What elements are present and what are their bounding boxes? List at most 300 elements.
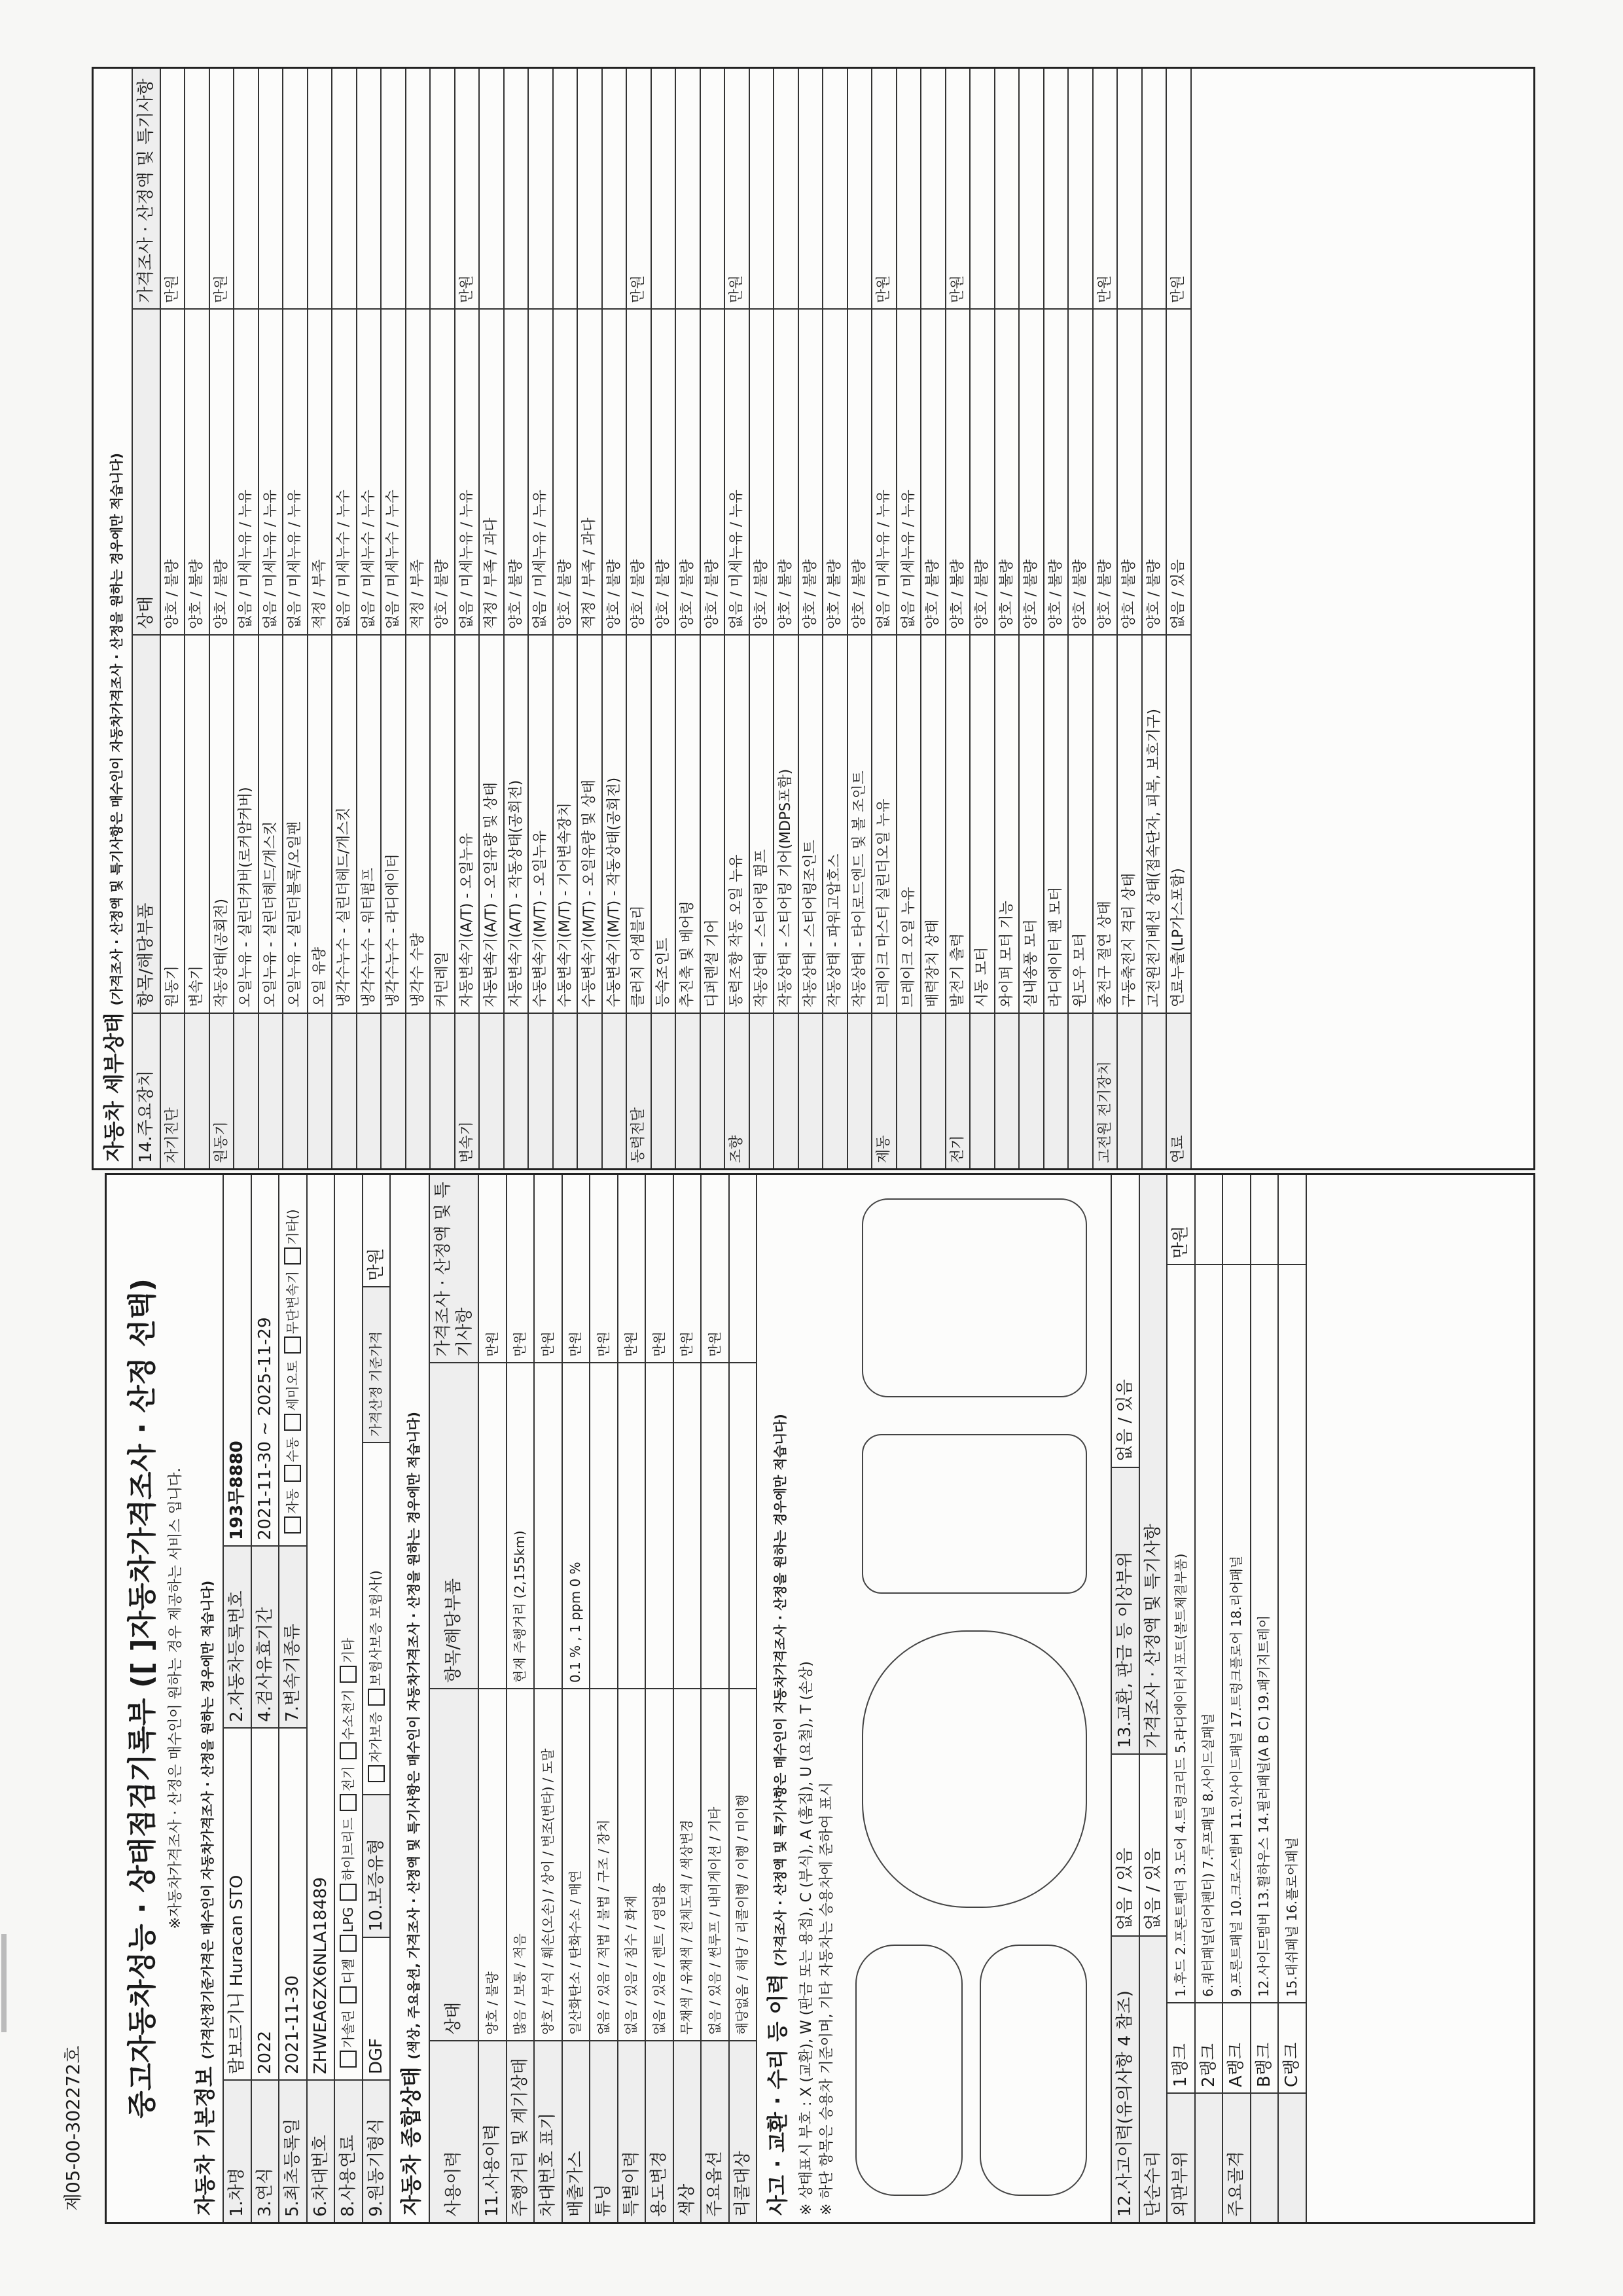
detail-amount: 만원: [728, 275, 745, 303]
summary-item: [618, 1362, 645, 1688]
detail-row: [995, 69, 1020, 1168]
detail-item: 실내송풍 모터: [1020, 634, 1043, 1013]
detail-amount: [1044, 69, 1068, 308]
detail-item: 디퍼렌셜 기어: [701, 634, 724, 1013]
detail-group: 조향: [725, 1013, 749, 1168]
detail-state: 적정 / 부족 / 과다: [480, 308, 503, 634]
detail-state: 양호 / 불량: [603, 308, 626, 634]
summary-row: [563, 1175, 591, 2222]
detail-amount: [259, 69, 283, 308]
detail-amount: [578, 69, 601, 308]
detail-item: 작동상태 - 파워고압호스: [823, 634, 847, 1013]
detail-state: 적정 / 부족 / 과다: [578, 308, 601, 634]
inspection-period: 2021-11-30 ~ 2025-11-29: [255, 1317, 275, 1540]
vin: ZHWEA6ZX6NLA18489: [310, 1876, 330, 2074]
summary-amount: 만원: [539, 1331, 556, 1357]
car-side-right-diagram: [980, 1945, 1087, 2196]
fuel-label: 전기: [340, 1766, 356, 1792]
summary-table: [429, 1175, 757, 2222]
detail-group: [750, 1013, 774, 1168]
detail-amount: [701, 69, 724, 308]
detail-row: [161, 69, 186, 1168]
detail-group: [774, 1013, 798, 1168]
first-registration: 2021-11-30: [279, 1727, 306, 2079]
detail-amount: [185, 69, 209, 308]
summary-row: [535, 1175, 563, 2222]
accident-heading: 사고 · 교환 · 수리 등 이력 (가격조사 · 산정액 및 특기사항은 매수인이 자동차가격조사 · 산정을 원하는 경우에만 적습니다): [765, 1414, 790, 2215]
detail-row: [774, 69, 799, 1168]
summary-amount: 만원: [706, 1331, 722, 1357]
summary-item: [674, 1362, 701, 1688]
detail-group: 자기진단: [161, 1013, 185, 1168]
detail-state: 없음 / 미세누유 / 누유: [872, 308, 896, 634]
detail-group: 변속기: [455, 1013, 479, 1168]
detail-state: 양호 / 불량: [701, 308, 724, 634]
summary-state: 없음 / 있음 / 렌트 / 영업용: [646, 1688, 673, 2040]
detail-state: 없음 / 미세누수 / 누수: [382, 308, 405, 634]
detail-item: 냉각수누수 - 실린더헤드/개스킷: [332, 634, 356, 1013]
detail-row: [259, 69, 284, 1168]
detail-col-header: 가격조사 · 산정액 및 특기사항: [133, 69, 160, 308]
detail-state: 양호 / 불량: [505, 308, 528, 634]
detail-state: 양호 / 불량: [1143, 308, 1166, 634]
car-frame-diagram: [862, 1434, 1087, 1594]
summary-item: [590, 1362, 617, 1688]
detail-row: [1167, 69, 1192, 1168]
summary-state: 일산화탄소 / 탄화수소 / 매연: [563, 1688, 590, 2040]
detail-group: 연료: [1167, 1013, 1190, 1168]
detail-item: 브레이크 오일 누유: [897, 634, 921, 1013]
detail-row: [872, 69, 897, 1168]
car-side-left-diagram: [855, 1945, 963, 2196]
detail-state: 양호 / 불량: [161, 308, 185, 634]
fuel-checkbox[interactable]: [340, 1935, 357, 1952]
detail-item: 작동상태 - 타이로드엔드 및 볼 조인트: [848, 634, 872, 1013]
detail-amount: 만원: [164, 275, 181, 303]
detail-amount: [652, 69, 675, 308]
detail-group: [332, 1013, 356, 1168]
summary-label: 특별이력: [618, 2040, 645, 2222]
detail-item: 냉각수 수량: [406, 634, 430, 1013]
plate-number: 193무8880: [227, 1441, 247, 1540]
detail-amount: [676, 69, 700, 308]
summary-col-header: 항목/해당부품: [430, 1362, 478, 1688]
detail-row: [1020, 69, 1044, 1168]
detail-state: 없음 / 미세누유 / 누유: [529, 308, 552, 634]
fuel-checkbox[interactable]: [340, 1666, 357, 1683]
detail-state: 양호 / 불량: [946, 308, 970, 634]
detail-state: 양호 / 불량: [995, 308, 1019, 634]
fuel-label: 기타: [340, 1638, 356, 1664]
detail-state: 양호 / 불량: [774, 308, 798, 634]
detail-amount: 만원: [630, 275, 647, 303]
detail-state: 양호 / 불량: [431, 308, 454, 634]
detail-item: 추진축 및 베어링: [676, 634, 700, 1013]
fuel-label: 가솔린: [340, 2010, 356, 2048]
detail-state: 양호 / 불량: [676, 308, 700, 634]
detail-item: 작동상태 - 스티어링조인트: [799, 634, 823, 1013]
detail-group: [308, 1013, 332, 1168]
gear-checkbox[interactable]: [284, 1516, 301, 1534]
summary-item: [479, 1362, 506, 1688]
detail-item: 시동 모터: [971, 634, 994, 1013]
detail-row: [308, 69, 333, 1168]
summary-label: 주요옵션: [702, 2040, 728, 2222]
detail-item: 구동축전지 격리 상태: [1118, 634, 1141, 1013]
gear-label: 무단변속기: [284, 1270, 300, 1335]
detail-row: [455, 69, 480, 1168]
form-title: 중고자동차성능 · 상태점검기록부 ([ ]자동차가격조사 · 산정 선택): [126, 1278, 159, 2119]
detail-heading: 자동차 세부상태 (가격조사 · 산정액 및 특기사항은 매수인이 자동차가격조사 · 산정을 원하는 경우에만 적습니다): [101, 453, 126, 1162]
fuel-label: 하이브리드: [340, 1818, 356, 1881]
document-number: 제05-00-302272호: [62, 2045, 84, 2211]
detail-state: 양호 / 불량: [627, 308, 651, 634]
summary-label: 차대번호 표기: [535, 2040, 562, 2222]
detail-group: [1143, 1013, 1166, 1168]
detail-col-header: 상태: [133, 308, 160, 634]
detail-amount: [1118, 69, 1141, 308]
detail-group: [259, 1013, 283, 1168]
detail-row: [823, 69, 848, 1168]
detail-item: 작동상태(공회전): [210, 634, 234, 1013]
detail-state: 양호 / 불량: [210, 308, 234, 634]
summary-amount: [730, 1175, 757, 1362]
detail-item: 윈도우 모터: [1069, 634, 1092, 1013]
detail-row: [332, 69, 357, 1168]
detail-row: [1118, 69, 1143, 1168]
gear-checkbox[interactable]: [284, 1336, 301, 1354]
detail-amount: [554, 69, 577, 308]
summary-row: [674, 1175, 702, 2222]
fuel-label: LPG: [340, 1907, 356, 1933]
warranty-label: 보험사보증 보험사(): [368, 1570, 384, 1686]
detail-amount: [823, 69, 847, 308]
detail-state: 없음 / 미세누유 / 누유: [259, 308, 283, 634]
detail-state: 양호 / 불량: [921, 308, 945, 634]
detail-row: [431, 69, 455, 1168]
detail-state: 양호 / 불량: [799, 308, 823, 634]
detail-item: 자동변속기(A/T) - 오일누유: [455, 634, 479, 1013]
detail-item: 작동상태 - 스티어링 펌프: [750, 634, 774, 1013]
detail-item: 등속조인트: [652, 634, 675, 1013]
detail-state: 양호 / 불량: [1020, 308, 1043, 634]
summary-amount: 만원: [623, 1331, 639, 1357]
car-underbody-diagram: [862, 1198, 1087, 1397]
detail-amount: [529, 69, 552, 308]
detail-item: 발전기 출력: [946, 634, 970, 1013]
detail-amount: [332, 69, 356, 308]
detail-group: [578, 1013, 601, 1168]
detail-group: [529, 1013, 552, 1168]
detail-item: 연료누출(LP가스포함): [1167, 634, 1190, 1013]
summary-label: 리콜대상: [730, 2040, 757, 2222]
detail-group: [1069, 1013, 1092, 1168]
summary-amount: 만원: [512, 1331, 528, 1357]
detail-group: [283, 1013, 307, 1168]
detail-amount: 만원: [458, 275, 475, 303]
detail-item: 냉각수누수 - 라디에이터: [382, 634, 405, 1013]
detail-group: [406, 1013, 430, 1168]
fuel-checkbox[interactable]: [340, 1986, 357, 2003]
detail-group: 제동: [872, 1013, 896, 1168]
gear-options: [279, 1175, 306, 1545]
summary-label: 11.사용이력: [479, 2040, 506, 2222]
detail-item: 자동변속기(A/T) - 오일유량 및 상태: [480, 634, 503, 1013]
detail-state: 양호 / 불량: [971, 308, 994, 634]
summary-state: 많음 / 보통 / 적음: [507, 1688, 534, 2040]
detail-row: [971, 69, 995, 1168]
detail-row: [627, 69, 652, 1168]
fuel-options: [335, 1175, 362, 2079]
detail-state: 양호 / 불량: [652, 308, 675, 634]
summary-item: [730, 1362, 757, 1688]
detail-amount: [774, 69, 798, 308]
detail-item: 라디에이터 팬 모터: [1044, 634, 1068, 1013]
summary-item: [702, 1362, 728, 1688]
detail-item: 고전원전기배선 상태(접속단자, 피복, 보호기구): [1143, 634, 1166, 1013]
fuel-checkbox[interactable]: [340, 2051, 357, 2068]
detail-amount: [283, 69, 307, 308]
summary-row: [646, 1175, 674, 2222]
gear-checkbox[interactable]: [284, 1414, 301, 1431]
detail-state: 양호 / 불량: [185, 308, 209, 634]
detail-row: [283, 69, 308, 1168]
detail-group: [554, 1013, 577, 1168]
detail-group: [382, 1013, 405, 1168]
detail-group: [234, 1013, 258, 1168]
detail-amount: [431, 69, 454, 308]
summary-col-header: 상태: [430, 1688, 478, 2040]
detail-group: [897, 1013, 921, 1168]
detail-amount: [357, 69, 381, 308]
summary-row: [507, 1175, 535, 2222]
detail-amount: [799, 69, 823, 308]
detail-row: [529, 69, 554, 1168]
detail-item: 동력조향 작동 오일 누유: [725, 634, 749, 1013]
detail-item: 수동변속기(M/T) - 기어변속장치: [554, 634, 577, 1013]
detail-item: 수동변속기(M/T) - 작동상태(공회전): [603, 634, 626, 1013]
detail-amount: [848, 69, 872, 308]
detail-state: 없음 / 미세누유 / 누유: [283, 308, 307, 634]
detail-row: [554, 69, 579, 1168]
detail-group: [357, 1013, 381, 1168]
detail-row: [1069, 69, 1094, 1168]
gear-label: 자동: [284, 1488, 300, 1514]
detail-item: 클러치 어셈블리: [627, 634, 651, 1013]
detail-group: [1020, 1013, 1043, 1168]
detail-item: 원동기: [161, 634, 185, 1013]
basic-table: 1.차명 람보르기니 Huracan STO 2.자동차등록번호 193무8880 3.연식 2022 4.검사유효기간 2021-11-30 ~ 2025-11-29 5.최초등록일 2021-11-30 7.변속기종류 자동 수동 세미오토 무단변속기 기타() 6.차대번호 ZHWEA6ZX6NLA18489 8.사용연료 가솔린 디젤 LPG 하이브리드 전기 수소전기 기타 9.원동기형식 DGF 10.보증유형 자가보증 보험사보증 보험사() 가격산정 기준가격 만원: [223, 1175, 391, 2222]
detail-state: 없음 / 미세누수 / 누수: [332, 308, 356, 634]
detail-state: 없음 / 미세누유 / 누유: [234, 308, 258, 634]
detail-amount: [505, 69, 528, 308]
detail-item: 자동변속기(A/T) - 작동상태(공회전): [505, 634, 528, 1013]
summary-row: [730, 1175, 758, 2222]
detail-item: 변속기: [185, 634, 209, 1013]
detail-item: 와이퍼 모터 기능: [995, 634, 1019, 1013]
detail-amount: 만원: [876, 275, 892, 303]
detail-row: [848, 69, 873, 1168]
warranty-checkbox[interactable]: [368, 1765, 385, 1782]
summary-amount: 만원: [595, 1331, 611, 1357]
model-year: 2022: [252, 1727, 279, 2079]
gear-checkbox[interactable]: [284, 1465, 301, 1482]
summary-label: 색상: [674, 2040, 701, 2222]
detail-amount: 만원: [949, 275, 966, 303]
detail-row: [382, 69, 406, 1168]
detail-amount: [234, 69, 258, 308]
warranty-label: 자가보증: [368, 1712, 384, 1763]
summary-state: 양호 / 부식 / 훼손(오손) / 상이 / 변조(변타) / 도말: [535, 1688, 562, 2040]
detail-amount: [603, 69, 626, 308]
detail-amount: [750, 69, 774, 308]
detail-row: [701, 69, 726, 1168]
detail-row: [897, 69, 922, 1168]
detail-table: [132, 69, 1192, 1168]
fuel-label: 수소전기: [340, 1689, 356, 1740]
summary-item: 현재 주행거리 (2,155km): [507, 1362, 534, 1688]
summary-state: 없음 / 있음 / 침수 / 화재: [618, 1688, 645, 2040]
detail-group: 고전원 전기장치: [1094, 1013, 1117, 1168]
detail-item: 오일누유 - 실린더블록/오일팬: [283, 634, 307, 1013]
accident-table: 12.사고이력(유의사항 4 참조) 없음 / 있음 13.교환, 판금 등 이상부위 없음 / 있음 단순수리 없음 / 있음 가격조사 · 산정액 및 특기사항 외판부위 1랭크 1.후드 2.프론트펜더 3.도어 4.트렁크리드 5.라디에이터서포트(볼트체결부품) 만원 2랭크 6.쿼터패널(리어펜더) 7.루프패널 8.사이드실패널 주요골격 A랭크 9.프론트패널 10.크로스멤버 11.인사이드패널 17.트렁크플로어 18.리어패널 B랭크 12.사이드멤버 13.휠하우스 14.필러패널(A B C) 19.패키지트레이 C랭크 15.대쉬패널 16.플로어패널: [1111, 1175, 1307, 2222]
detail-group: [676, 1013, 700, 1168]
basic-heading: 자동차 기본정보 (가격산정기준가격은 매수인이 자동차가격조사 · 산정을 원하는 경우에만 적습니다): [192, 1580, 217, 2215]
detail-item: 수동변속기(M/T) - 오일누유: [529, 634, 552, 1013]
summary-amount: 만원: [567, 1331, 584, 1357]
fuel-label: 디젤: [340, 1958, 356, 1984]
detail-col-header: 14.주요장치: [133, 1013, 160, 1168]
detail-row: [234, 69, 259, 1168]
detail-state: 양호 / 불량: [823, 308, 847, 634]
summary-label: 배출가스: [563, 2040, 590, 2222]
detail-item: 냉각수누수 - 워터펌프: [357, 634, 381, 1013]
detail-row: [1143, 69, 1168, 1168]
summary-item: [646, 1362, 673, 1688]
detail-amount: [921, 69, 945, 308]
summary-row: [702, 1175, 730, 2222]
detail-amount: [1020, 69, 1043, 308]
car-diagrams: [836, 1175, 1111, 2222]
car-name: 람보르기니 Huracan STO: [224, 1727, 251, 2079]
summary-label: 주행거리 및 계기상태: [507, 2040, 534, 2222]
detail-row: [725, 69, 750, 1168]
summary-amount: 만원: [679, 1331, 695, 1357]
detail-item: 충전구 절연 상태: [1094, 634, 1117, 1013]
detail-item: 오일 유량: [308, 634, 332, 1013]
detail-group: [1044, 1013, 1068, 1168]
detail-item: 배력장치 상태: [921, 634, 945, 1013]
warranty-options: [363, 1442, 390, 1794]
detail-group: [480, 1013, 503, 1168]
detail-state: 없음 / 미세누유 / 누유: [897, 308, 921, 634]
summary-item: [535, 1362, 562, 1688]
detail-group: [603, 1013, 626, 1168]
car-top-diagram: [862, 1630, 1087, 1908]
detail-amount: [406, 69, 430, 308]
detail-row: [210, 69, 235, 1168]
detail-amount: 만원: [1170, 275, 1186, 303]
detail-item: 브레이크 마스터 실린더오일 누유: [872, 634, 896, 1013]
detail-group: [971, 1013, 994, 1168]
detail-state: 양호 / 불량: [848, 308, 872, 634]
detail-amount: [971, 69, 994, 308]
warranty-checkbox[interactable]: [368, 1689, 385, 1706]
detail-state: 양호 / 불량: [1044, 308, 1068, 634]
summary-heading: 자동차 종합상태 (색상, 주요옵션, 가격조사 · 산정액 및 특기사항은 매수인이 자동차가격조사 · 산정을 원하는 경우에만 적습니다): [399, 1412, 423, 2215]
summary-amount: 만원: [484, 1331, 500, 1357]
detail-group: [823, 1013, 847, 1168]
detail-amount: [480, 69, 503, 308]
detail-row: [921, 69, 946, 1168]
summary-state: 없음 / 있음 / 썬루프 / 내비게이션 / 기타: [702, 1688, 728, 2040]
detail-group: [995, 1013, 1019, 1168]
detail-item: 오일누유 - 실린더헤드/개스킷: [259, 634, 283, 1013]
detail-amount: [308, 69, 332, 308]
detail-row: [1094, 69, 1118, 1168]
detail-item: 수동변속기(M/T) - 오일유량 및 상태: [578, 634, 601, 1013]
detail-row: [185, 69, 210, 1168]
detail-state: 없음 / 미세누유 / 누유: [725, 308, 749, 634]
detail-state: 없음 / 미세누유 / 누유: [455, 308, 479, 634]
detail-group: [799, 1013, 823, 1168]
detail-row: [406, 69, 431, 1168]
detail-row: [652, 69, 677, 1168]
detail-row: [357, 69, 382, 1168]
detail-row: [676, 69, 701, 1168]
fuel-checkbox[interactable]: [340, 1742, 357, 1759]
detail-amount: [382, 69, 405, 308]
detail-row: [603, 69, 628, 1168]
detail-state: 양호 / 불량: [1094, 308, 1117, 634]
detail-amount: [897, 69, 921, 308]
engine-type: DGF: [363, 1937, 390, 2079]
summary-row: [618, 1175, 647, 2222]
summary-label: 튜닝: [590, 2040, 617, 2222]
detail-state: 적정 / 부족: [406, 308, 430, 634]
detail-group: [701, 1013, 724, 1168]
detail-group: [652, 1013, 675, 1168]
detail-amount: 만원: [1096, 275, 1113, 303]
gear-label: 수동: [284, 1437, 300, 1463]
detail-item: 커먼레일: [431, 634, 454, 1013]
right-panel: [92, 67, 1535, 1170]
summary-state: 무채색 / 유채색 / 전체도색 / 색상변경: [674, 1688, 701, 2040]
detail-amount: [1143, 69, 1166, 308]
detail-row: [480, 69, 505, 1168]
summary-state: 없음 / 있음 / 적법 / 불법 / 구조 / 장치: [590, 1688, 617, 2040]
detail-col-header: 항목/해당부품: [133, 634, 160, 1013]
detail-group: [505, 1013, 528, 1168]
detail-state: 양호 / 불량: [750, 308, 774, 634]
gear-label: 기타(): [284, 1209, 300, 1245]
fuel-checkbox[interactable]: [340, 1794, 357, 1811]
gear-label: 세미오토: [284, 1360, 300, 1411]
detail-group: [431, 1013, 454, 1168]
detail-row: [578, 69, 603, 1168]
detail-row: [505, 69, 529, 1168]
detail-state: 양호 / 불량: [1118, 308, 1141, 634]
detail-group: 원동기: [210, 1013, 234, 1168]
summary-state: 양호 / 불량: [479, 1688, 506, 2040]
detail-amount: [995, 69, 1019, 308]
detail-row: [1044, 69, 1069, 1168]
gear-checkbox[interactable]: [284, 1247, 301, 1265]
fuel-checkbox[interactable]: [340, 1884, 357, 1901]
summary-col-header: 가격조사 · 산정액 및 특기사항: [430, 1175, 478, 1362]
form-subtitle: ※자동차가격조사 · 산정은 매수인이 원하는 경우 제공하는 서비스 입니다.: [168, 1467, 184, 1929]
detail-row: [799, 69, 824, 1168]
